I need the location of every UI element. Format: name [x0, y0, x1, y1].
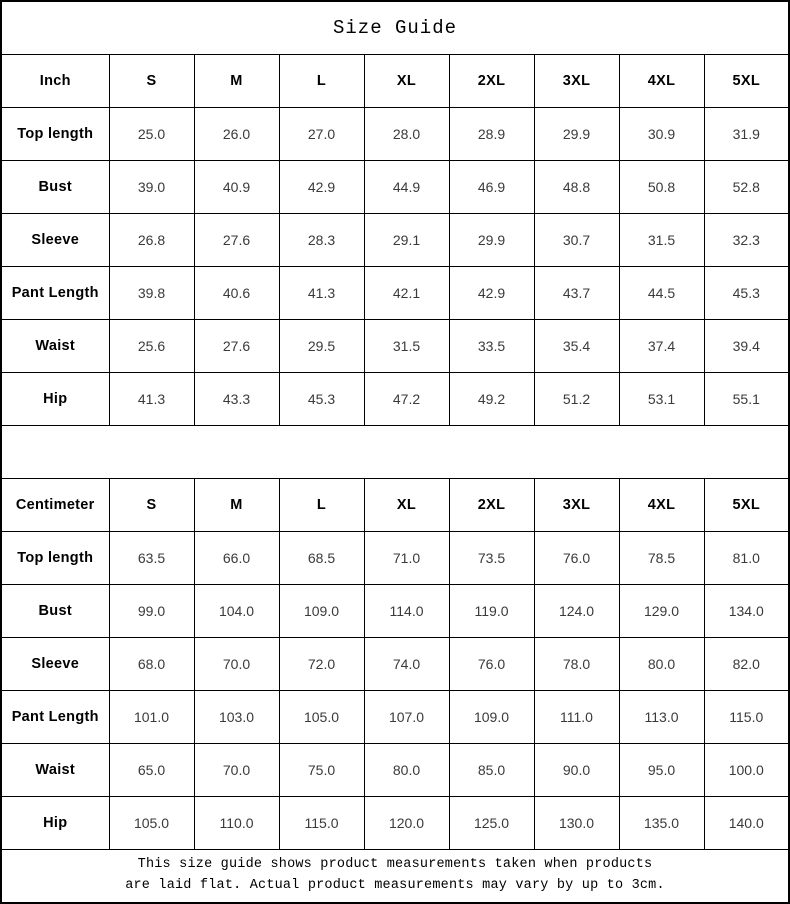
unit-label: Inch	[1, 55, 109, 108]
size-header-row	[1, 479, 789, 532]
measurement-value: 82.0	[704, 638, 789, 691]
measurement-value: 28.3	[279, 214, 364, 267]
measurement-value: 130.0	[534, 797, 619, 850]
measurement-value: 134.0	[704, 585, 789, 638]
measurement-value: 41.3	[109, 373, 194, 426]
measurement-value: 43.7	[534, 267, 619, 320]
size-header-row	[1, 55, 789, 108]
measurement-value: 45.3	[279, 373, 364, 426]
measurement-label: Top length	[1, 108, 109, 161]
measurement-value: 113.0	[619, 691, 704, 744]
footnote	[1, 850, 789, 904]
measurement-row	[1, 161, 789, 214]
measurement-value: 29.5	[279, 320, 364, 373]
measurement-value: 42.9	[279, 161, 364, 214]
measurement-row	[1, 267, 789, 320]
measurement-value: 101.0	[109, 691, 194, 744]
measurement-value: 26.8	[109, 214, 194, 267]
measurement-value: 52.8	[704, 161, 789, 214]
measurement-value: 78.0	[534, 638, 619, 691]
measurement-label: Bust	[1, 161, 109, 214]
title-row	[1, 1, 789, 55]
measurement-value: 26.0	[194, 108, 279, 161]
measurement-value: 107.0	[364, 691, 449, 744]
measurement-row	[1, 585, 789, 638]
measurement-value: 40.9	[194, 161, 279, 214]
measurement-value: 45.3	[704, 267, 789, 320]
measurement-label: Top length	[1, 532, 109, 585]
measurement-label: Hip	[1, 797, 109, 850]
separator-cell	[1, 426, 789, 479]
measurement-value: 115.0	[704, 691, 789, 744]
separator-row	[1, 426, 789, 479]
measurement-value: 25.0	[109, 108, 194, 161]
measurement-value: 33.5	[449, 320, 534, 373]
measurement-value: 63.5	[109, 532, 194, 585]
measurement-value: 85.0	[449, 744, 534, 797]
measurement-value: 31.5	[364, 320, 449, 373]
measurement-value: 95.0	[619, 744, 704, 797]
measurement-value: 135.0	[619, 797, 704, 850]
measurement-value: 80.0	[619, 638, 704, 691]
measurement-row	[1, 638, 789, 691]
measurement-value: 42.1	[364, 267, 449, 320]
measurement-value: 124.0	[534, 585, 619, 638]
measurement-value: 28.9	[449, 108, 534, 161]
measurement-row	[1, 744, 789, 797]
measurement-value: 115.0	[279, 797, 364, 850]
measurement-value: 41.3	[279, 267, 364, 320]
measurement-value: 37.4	[619, 320, 704, 373]
measurement-value: 105.0	[109, 797, 194, 850]
measurement-label: Hip	[1, 373, 109, 426]
measurement-value: 109.0	[279, 585, 364, 638]
measurement-value: 43.3	[194, 373, 279, 426]
measurement-label: Pant Length	[1, 691, 109, 744]
measurement-value: 110.0	[194, 797, 279, 850]
measurement-label: Sleeve	[1, 638, 109, 691]
measurement-value: 70.0	[194, 638, 279, 691]
measurement-value: 68.0	[109, 638, 194, 691]
measurement-value: 27.6	[194, 214, 279, 267]
measurement-value: 71.0	[364, 532, 449, 585]
measurement-value: 70.0	[194, 744, 279, 797]
size-column-header: S	[109, 55, 194, 108]
size-column-header: M	[194, 55, 279, 108]
measurement-value: 103.0	[194, 691, 279, 744]
measurement-value: 111.0	[534, 691, 619, 744]
measurement-label: Sleeve	[1, 214, 109, 267]
measurement-value: 104.0	[194, 585, 279, 638]
unit-label: Centimeter	[1, 479, 109, 532]
size-column-header: XL	[364, 479, 449, 532]
measurement-value: 55.1	[704, 373, 789, 426]
measurement-value: 46.9	[449, 161, 534, 214]
measurement-value: 80.0	[364, 744, 449, 797]
measurement-value: 66.0	[194, 532, 279, 585]
measurement-value: 32.3	[704, 214, 789, 267]
size-column-header: 2XL	[449, 479, 534, 532]
measurement-value: 28.0	[364, 108, 449, 161]
measurement-value: 29.9	[449, 214, 534, 267]
measurement-value: 48.8	[534, 161, 619, 214]
measurement-value: 27.6	[194, 320, 279, 373]
measurement-label: Pant Length	[1, 267, 109, 320]
measurement-value: 140.0	[704, 797, 789, 850]
measurement-value: 119.0	[449, 585, 534, 638]
measurement-value: 44.9	[364, 161, 449, 214]
measurement-value: 73.5	[449, 532, 534, 585]
measurement-label: Waist	[1, 744, 109, 797]
measurement-value: 120.0	[364, 797, 449, 850]
measurement-value: 51.2	[534, 373, 619, 426]
measurement-label: Bust	[1, 585, 109, 638]
measurement-label: Waist	[1, 320, 109, 373]
measurement-value: 99.0	[109, 585, 194, 638]
measurement-row	[1, 320, 789, 373]
size-column-header: S	[109, 479, 194, 532]
size-column-header: 3XL	[534, 55, 619, 108]
measurement-row	[1, 373, 789, 426]
footnote-line-2: are laid flat. Actual product measurements may vary by up to 3cm.	[125, 878, 665, 893]
measurement-value: 68.5	[279, 532, 364, 585]
size-column-header: 5XL	[704, 55, 789, 108]
size-column-header: 4XL	[619, 55, 704, 108]
measurement-value: 42.9	[449, 267, 534, 320]
measurement-value: 31.9	[704, 108, 789, 161]
measurement-value: 39.0	[109, 161, 194, 214]
measurement-row	[1, 691, 789, 744]
size-column-header: 2XL	[449, 55, 534, 108]
measurement-value: 74.0	[364, 638, 449, 691]
page-title: Size Guide	[1, 1, 789, 55]
measurement-value: 100.0	[704, 744, 789, 797]
measurement-value: 81.0	[704, 532, 789, 585]
measurement-value: 76.0	[534, 532, 619, 585]
measurement-value: 90.0	[534, 744, 619, 797]
footnote-line-1: This size guide shows product measurements taken when products	[137, 857, 653, 873]
measurement-value: 29.9	[534, 108, 619, 161]
size-column-header: 5XL	[704, 479, 789, 532]
measurement-value: 49.2	[449, 373, 534, 426]
measurement-value: 39.8	[109, 267, 194, 320]
measurement-value: 30.9	[619, 108, 704, 161]
measurement-value: 47.2	[364, 373, 449, 426]
measurement-value: 44.5	[619, 267, 704, 320]
measurement-row	[1, 532, 789, 585]
measurement-value: 125.0	[449, 797, 534, 850]
measurement-row	[1, 797, 789, 850]
measurement-value: 109.0	[449, 691, 534, 744]
measurement-row	[1, 214, 789, 267]
measurement-value: 76.0	[449, 638, 534, 691]
size-column-header: 4XL	[619, 479, 704, 532]
measurement-value: 78.5	[619, 532, 704, 585]
measurement-value: 72.0	[279, 638, 364, 691]
measurement-value: 29.1	[364, 214, 449, 267]
measurement-value: 129.0	[619, 585, 704, 638]
measurement-value: 75.0	[279, 744, 364, 797]
measurement-value: 27.0	[279, 108, 364, 161]
measurement-value: 50.8	[619, 161, 704, 214]
measurement-row	[1, 108, 789, 161]
measurement-value: 40.6	[194, 267, 279, 320]
measurement-value: 25.6	[109, 320, 194, 373]
size-column-header: M	[194, 479, 279, 532]
measurement-value: 53.1	[619, 373, 704, 426]
measurement-value: 114.0	[364, 585, 449, 638]
measurement-value: 31.5	[619, 214, 704, 267]
measurement-value: 65.0	[109, 744, 194, 797]
measurement-value: 35.4	[534, 320, 619, 373]
measurement-value: 105.0	[279, 691, 364, 744]
size-column-header: L	[279, 479, 364, 532]
measurement-value: 39.4	[704, 320, 789, 373]
size-column-header: L	[279, 55, 364, 108]
size-column-header: XL	[364, 55, 449, 108]
measurement-value: 30.7	[534, 214, 619, 267]
size-column-header: 3XL	[534, 479, 619, 532]
footnote-row	[1, 850, 789, 904]
